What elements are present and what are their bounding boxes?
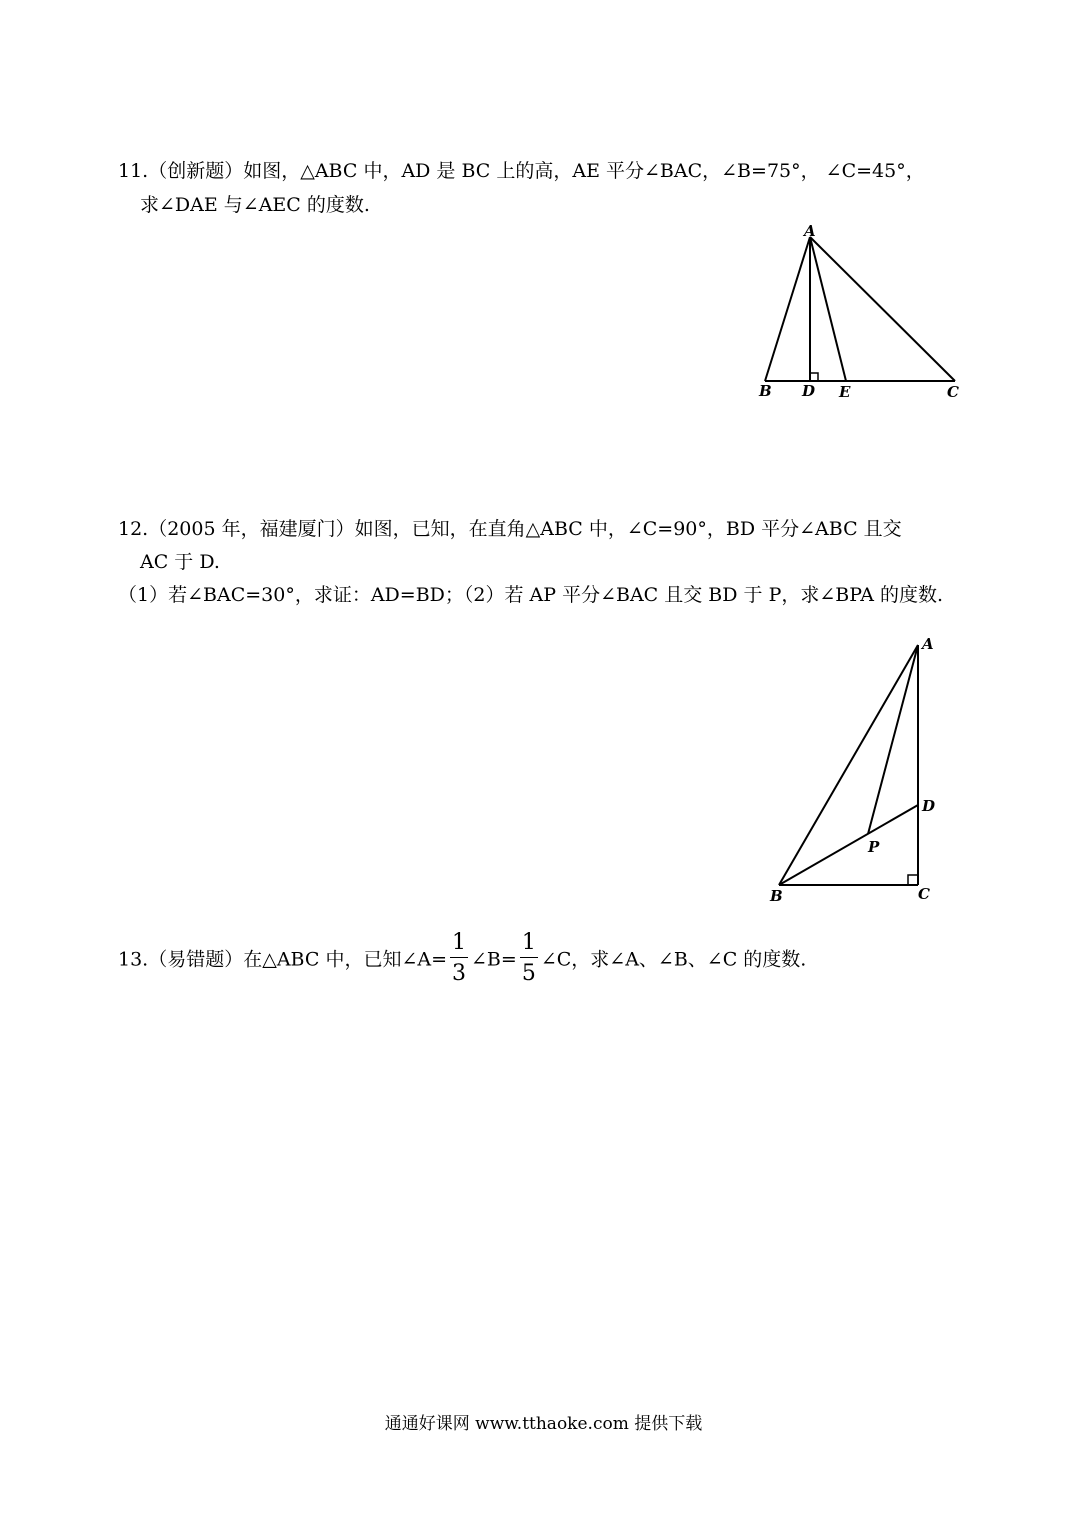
q12-label-b: B	[770, 887, 783, 905]
q12-bisector-bd	[779, 805, 918, 885]
q13-fraction-one-fifth	[520, 932, 538, 985]
q11-line1: 11.（创新题）如图，△ABC 中，AD 是 BC 上的高，AE 平分∠BAC，∠B=75°， ∠C=45°，	[118, 160, 925, 182]
q11-triangle-figure	[740, 215, 980, 405]
q12-label-a: A	[922, 635, 934, 653]
q13-mid: ∠B=	[471, 948, 517, 971]
q13-suffix: ∠C，求∠A、∠B、∠C 的度数.	[540, 948, 807, 971]
q12-label-c: C	[918, 885, 930, 903]
q11-side-ab	[765, 237, 810, 381]
q12-line2: AC 于 D.	[140, 551, 220, 573]
page-footer: 通通好课网 www.tthaoke.com 提供下载	[384, 1414, 703, 1434]
q13-line	[118, 930, 807, 987]
q12-triangle-figure	[760, 628, 950, 910]
q12-line3: （1）若∠BAC=30°，求证：AD=BD；（2）若 AP 平分∠BAC 且交 BD 于 P，求∠BPA 的度数.	[118, 584, 944, 606]
q11-line2: 求∠DAE 与∠AEC 的度数.	[140, 194, 370, 216]
q11-right-angle-mark	[810, 373, 818, 381]
q13-frac1-numerator: 1	[450, 932, 468, 958]
q13-frac2-numerator: 1	[520, 932, 538, 958]
q12-label-p: P	[868, 838, 880, 856]
q13-frac2-denominator: 5	[521, 961, 536, 986]
q12-label-d: D	[922, 797, 936, 815]
q12-right-angle-mark	[908, 875, 918, 885]
q12-bisector-ap	[868, 645, 918, 834]
q12-side-ab	[779, 645, 918, 885]
q11-bisector-ae	[810, 237, 846, 381]
q11-label-c: C	[947, 383, 959, 401]
q11-label-d: D	[802, 382, 816, 400]
q11-label-e: E	[839, 383, 851, 401]
q13-frac1-denominator: 3	[452, 961, 467, 986]
q13-fraction-one-third	[450, 932, 468, 985]
q11-side-ac	[810, 237, 955, 381]
q12-line1: 12.（2005 年，福建厦门）如图，已知，在直角△ABC 中，∠C=90°，BD 平分∠ABC 且交	[118, 518, 902, 540]
q13-prefix: 13.（易错题）在△ABC 中，已知∠A=	[118, 948, 448, 971]
q11-label-b: B	[759, 382, 772, 400]
q11-label-a: A	[804, 222, 816, 240]
